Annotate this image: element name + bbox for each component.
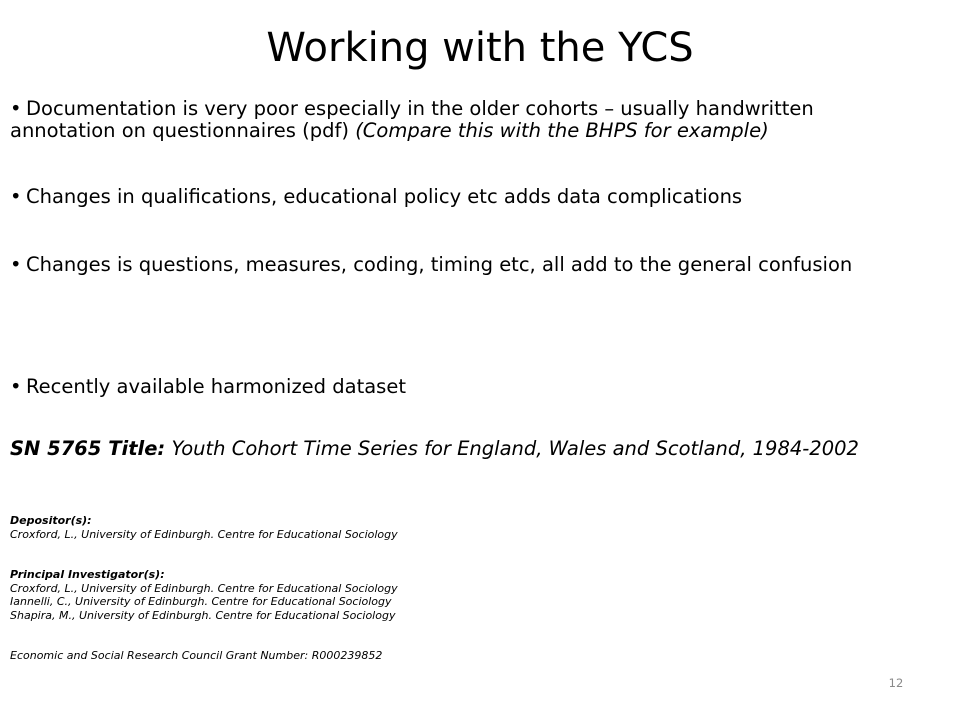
investigator-line: Iannelli, C., University of Edinburgh. Centre for Educational Sociology: [10, 595, 392, 608]
depositors-label: Depositor(s):: [10, 514, 92, 527]
investigator-line: Croxford, L., University of Edinburgh. Centre for Educational Sociology: [10, 581, 398, 595]
dataset-title: Youth Cohort Time Series for England, Wales and Scotland, 1984-2002: [171, 437, 859, 460]
bullet-questions: [10, 254, 910, 276]
investigators-label: Principal Investigator(s):: [10, 568, 165, 581]
page-number: 12: [888, 676, 904, 690]
slide-title: Working with the YCS: [266, 25, 694, 71]
bullet-marker: •: [10, 185, 22, 208]
bullet-harmonized: [10, 376, 910, 398]
bullet-qualifications: [10, 186, 910, 208]
investigator-line: Shapira, M., University of Edinburgh. Centre for Educational Sociology: [10, 608, 396, 622]
depositors-block: [10, 514, 910, 541]
bullet-marker: •: [10, 375, 22, 398]
bullet-text: Changes in qualifications, educational policy etc adds data complications: [26, 185, 743, 208]
bullet-marker: •: [10, 97, 22, 120]
bullet-documentation: [10, 98, 910, 142]
dataset-title-block: [10, 436, 910, 462]
investigators-block: [10, 568, 910, 622]
depositor-line: Croxford, L., University of Edinburgh. Centre for Educational Sociology: [10, 527, 398, 541]
bullet-text: Recently available harmonized dataset: [26, 375, 406, 398]
dataset-label: SN 5765 Title:: [10, 437, 166, 460]
bullet-marker: •: [10, 253, 22, 276]
bullet-text: Documentation is very poor especially in the older cohorts – usually handwritten annotation on questionnaires (pdf): [10, 97, 814, 142]
bullet-italic-note: (Compare this with the BHPS for example): [355, 119, 769, 142]
bullet-text: Changes is questions, measures, coding, timing etc, all add to the general confusion: [26, 253, 853, 276]
grant-number: Economic and Social Research Council Grant Number: R000239852: [10, 649, 383, 662]
